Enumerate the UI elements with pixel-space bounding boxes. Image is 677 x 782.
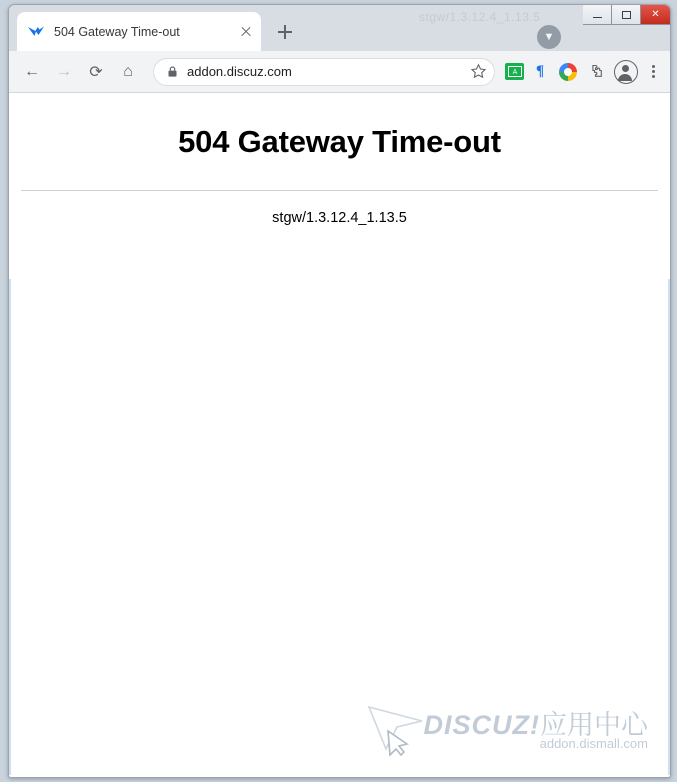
- chrome-extension-icon[interactable]: [556, 60, 580, 84]
- maximize-button[interactable]: [612, 5, 641, 25]
- server-signature: stgw/1.3.12.4_1.13.5: [272, 210, 407, 226]
- window-controls: [583, 5, 670, 27]
- tab-title: 504 Gateway Time-out: [54, 24, 180, 39]
- lock-icon: [166, 65, 179, 78]
- url-text[interactable]: addon.discuz.com: [187, 64, 292, 79]
- profile-avatar-icon[interactable]: [614, 60, 638, 84]
- close-window-button[interactable]: ✕: [641, 5, 670, 25]
- browser-window: [8, 4, 671, 778]
- home-icon[interactable]: ⌂: [123, 62, 133, 80]
- address-bar[interactable]: [153, 58, 495, 86]
- watermark-brand-cn: 应用中心: [540, 710, 648, 740]
- forward-icon[interactable]: →: [56, 62, 72, 80]
- browser-menu-icon[interactable]: [644, 60, 662, 84]
- bookmark-star-icon[interactable]: [470, 63, 488, 81]
- tab-strip: [9, 5, 670, 51]
- translate-extension-icon[interactable]: [505, 63, 524, 80]
- watermark: [366, 699, 656, 765]
- chrome-dot-icon: [559, 63, 577, 81]
- watermark-brand-text: DISCUZ!: [423, 710, 540, 740]
- page-left-edge: [9, 279, 11, 775]
- svg-text:A: A: [512, 69, 517, 76]
- minimize-button[interactable]: [583, 5, 612, 25]
- discuz-favicon-icon: [27, 23, 45, 41]
- close-tab-icon[interactable]: [237, 23, 255, 41]
- browser-toolbar: [9, 51, 670, 93]
- ghost-download-badge-icon[interactable]: ▼: [537, 25, 561, 49]
- page-content: [9, 93, 670, 775]
- new-tab-button[interactable]: [271, 18, 299, 46]
- back-icon[interactable]: ←: [24, 62, 40, 80]
- tab-504-gateway-time-out[interactable]: [17, 12, 261, 51]
- watermark-site: addon.dismall.com: [539, 736, 648, 751]
- extension-icons: [501, 60, 662, 84]
- ghost-overlay-text: stgw/1.3.12.4_1.13.5: [419, 10, 541, 24]
- page-right-edge: [668, 279, 670, 775]
- pilcrow-extension-icon[interactable]: ¶: [535, 63, 545, 79]
- title-divider: [21, 190, 658, 191]
- page-title: 504 Gateway Time-out: [178, 124, 501, 159]
- cursor-watermark-icon: [366, 705, 426, 757]
- puzzle-extension-icon[interactable]: [584, 60, 608, 84]
- reload-icon[interactable]: ⟳: [89, 63, 103, 81]
